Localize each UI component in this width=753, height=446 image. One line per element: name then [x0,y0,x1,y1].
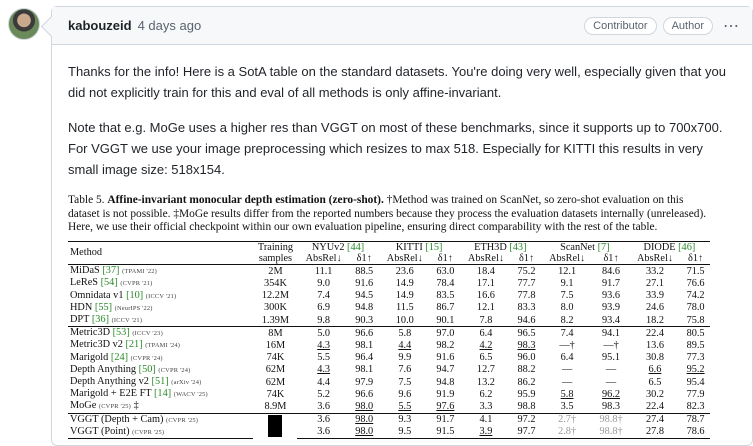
value-cell: 9.5 [379,426,431,439]
value-cell: 96.2 [602,388,621,400]
caption-title: Affine-invariant monocular depth estimation (zero-shot). [107,194,384,206]
method-venue: (arXiv '24) [171,379,202,387]
value-cell: 63.0 [436,265,455,277]
samples-cell: 8.9M [264,400,287,412]
value-cell: 77.3 [686,352,705,364]
value-cell: 6.6 [648,364,662,376]
value-cell: 5.5 [317,352,331,364]
value-cell: 86.2 [517,376,536,388]
value-cell: 13.2 [476,376,495,388]
value-cell: 13.6 [645,339,664,351]
samples-cell: 2M [268,265,283,277]
method-ref: [37] [102,265,120,277]
value-cell: 93.4 [602,314,621,326]
value-cell: 3.9 [460,426,512,439]
value-cell: 6.9 [317,302,331,314]
value-cell: 91.6 [355,277,374,289]
value-cell: 94.6 [517,314,536,326]
method-venue: (CVPR '24) [158,366,191,374]
dataset-name: ETH3D [474,241,507,253]
comment-header [52,7,752,45]
method-venue: (WACV '25) [173,391,208,399]
value-cell: 10.0 [395,314,414,326]
table-row [68,388,710,400]
method-venue: (CVPR '25) [166,416,199,424]
method-cell [68,376,253,388]
value-cell: 27.1 [645,277,664,289]
value-cell: 3.5 [560,400,574,412]
method-venue: (ICCV '23) [132,330,163,338]
value-cell: 91.9 [436,388,455,400]
metric-header: AbsRel↓ [629,253,681,265]
value-cell: 88.2 [517,364,536,376]
samples-cell: 354K [264,277,287,289]
value-cell: 5.2 [317,388,331,400]
value-cell: 98.1 [355,339,374,351]
value-cell: 91.5 [431,426,460,439]
value-cell: 95.1 [602,352,621,364]
comment-timestamp[interactable]: 4 days ago [137,18,202,33]
value-cell: 77.9 [686,388,705,400]
table-row [68,314,710,327]
author-link[interactable]: kabouzeid [68,18,132,33]
header-dataset [629,241,710,253]
method-venue: (CVPR '24) [130,354,163,362]
value-cell: — [561,364,573,376]
table-row [68,327,710,340]
table-row [68,277,710,289]
table-row [68,352,710,364]
value-cell: 98.8 [517,400,536,412]
value-cell: 77.8 [517,290,536,302]
value-cell: 18.2 [645,314,664,326]
value-cell: 4.3 [317,339,331,351]
comment-body [52,45,752,439]
method-ref: [53] [112,327,130,339]
value-cell: 9.0 [317,277,331,289]
value-cell: 22.4 [629,327,681,340]
value-cell: 97.2 [512,413,541,426]
value-cell: 91.7 [431,413,460,426]
value-cell: 96.6 [355,388,374,400]
value-cell: 14.9 [395,290,414,302]
value-cell: 91.6 [436,352,455,364]
value-cell: 98.2 [436,339,455,351]
value-cell: 84.6 [602,265,621,277]
value-cell: 2.8† [541,426,593,439]
value-cell: 77.7 [517,277,536,289]
value-cell: 94.7 [436,364,455,376]
value-cell: 11.5 [395,302,414,314]
value-cell: 18.4 [476,265,495,277]
table-image [68,194,710,439]
header-dataset [541,241,629,253]
value-cell: 78.6 [681,426,710,439]
value-cell: 7.4 [541,327,593,340]
value-cell: 6.4 [560,352,574,364]
redacted-box [268,415,282,437]
method-ref: [50] [138,363,156,375]
samples-cell: 62M [265,364,286,376]
value-cell: 11.1 [314,265,333,277]
value-cell: 94.8 [355,302,374,314]
value-cell: — [561,376,573,388]
samples-cell: 16M [265,339,286,351]
value-cell: 4.3 [317,364,331,376]
value-cell: 5.0 [297,327,349,340]
samples-cell: 74K [266,388,285,400]
value-cell: 7.5 [560,290,574,302]
table-row [68,339,710,351]
samples-cell: 74K [266,352,285,364]
header-samples: Training samples [253,241,297,264]
value-cell: 93.6 [602,290,621,302]
method-venue: (ICCV '21) [111,317,143,324]
method-ref: [36] [91,314,110,325]
dataset-ref: [46] [678,241,696,253]
samples-cell: 12.2M [261,290,290,302]
value-cell: 9.8 [317,314,331,326]
value-cell: 30.2 [645,388,664,400]
value-cell: 75.8 [686,314,705,326]
value-cell: 3.3 [479,400,493,412]
dataset-name: DIODE [643,241,676,253]
value-cell: —† [559,339,575,351]
value-cell: 95.4 [686,376,705,388]
value-cell: 83.3 [517,302,536,314]
caption-text: †Method was trained on ScanNet, so zero-shot evaluation on this dataset is not possible. ‡MoGe results differ from the reported numbers because they process the evaluation datasets internally (unreleased). Here, we use their official checkpoint within our own evaluation pipeline, ensuring direct comparability with the rest of the table. [68,194,707,234]
value-cell: 23.6 [395,265,414,277]
table-row [68,400,710,413]
header-dataset [297,241,378,253]
dataset-ref: [43] [509,241,527,253]
value-cell: 94.1 [593,327,629,340]
metric-header: δ1↑ [350,253,379,265]
more-options-icon[interactable]: ⋯ [723,17,740,35]
value-cell: 94.8 [436,376,455,388]
method-name: Depth Anything v2 [70,376,149,388]
method-name: LeReS [70,277,99,289]
value-cell: 17.1 [476,277,495,289]
value-cell: 5.5 [398,400,412,412]
method-cell [68,302,253,314]
table-header-row-1 [68,241,710,253]
table-row [68,376,710,388]
header-dataset [379,241,460,253]
value-cell: 86.7 [436,302,455,314]
value-cell: 16.6 [476,290,495,302]
value-cell: —† [603,339,619,351]
method-mark: ‡ [133,400,139,412]
method-ref: [21] [125,339,143,351]
results-table [68,241,710,439]
value-cell: 78.0 [686,302,705,314]
value-cell: 96.4 [355,352,374,364]
method-ref: [55] [94,301,113,313]
table-body [68,265,710,439]
metric-header: δ1↑ [681,253,710,265]
method-cell [68,265,253,278]
value-cell: 12.1 [476,302,495,314]
value-cell: 9.3 [379,413,431,426]
value-cell: 33.9 [645,290,664,302]
method-cell [68,426,253,439]
samples-cell: 1.39M [261,314,290,326]
dataset-name: ScanNet [560,241,595,253]
method-cell [68,314,253,327]
method-ref: [10] [126,289,144,301]
value-cell: 3.6 [297,426,349,439]
method-name: VGGT (Depth + Cam) [70,413,164,425]
value-cell: 9.1 [560,277,574,289]
avatar[interactable] [8,8,40,40]
method-cell [68,327,253,340]
samples-cell: 62M [265,376,286,388]
method-name: Omnidata v1 [70,289,124,301]
value-cell: 83.5 [436,290,455,302]
metric-header: AbsRel↓ [460,253,512,265]
method-cell [68,339,253,351]
value-cell: 7.8 [479,314,493,326]
method-cell [68,400,253,413]
samples-cell [253,413,297,438]
comment-paragraph-2: Note that e.g. MoGe uses a higher res than VGGT on most of these benchmarks, since it supports up to 700x700. For VGGT we use your image preprocessing which resizes to max 518. Especially for KITTI this results in very small image size: 518x154. [68,120,723,177]
value-cell: 4.4 [317,376,331,388]
value-cell: 98.8† [593,413,629,426]
table-row [68,290,710,302]
value-cell: 14.9 [395,277,414,289]
table-caption [68,194,710,235]
value-cell: 98.0 [350,413,379,426]
value-cell: 98.1 [355,364,374,376]
value-cell: 12.1 [558,265,577,277]
value-cell: 6.5 [648,376,662,388]
method-cell [68,364,253,376]
value-cell: 6.4 [460,327,512,340]
table-row [68,302,710,314]
method-ref: [51] [151,376,169,388]
value-cell: 7.6 [398,364,412,376]
value-cell: 22.4 [645,400,664,412]
method-name: Metric3D [70,327,111,339]
method-cell [68,290,253,302]
value-cell: 7.5 [398,376,412,388]
value-cell: 90.1 [436,314,455,326]
value-cell: 94.5 [355,290,374,302]
method-name: HDN [70,301,93,313]
method-name: Marigold [70,351,109,363]
value-cell: 97.7 [512,426,541,439]
value-cell: 96.5 [512,327,541,340]
method-venue: (CVPR '25) [98,403,131,411]
method-venue: (CVPR '25) [132,428,165,436]
value-cell: 90.3 [355,314,374,326]
dataset-name: NYUv2 [311,241,345,253]
value-cell: 27.4 [629,413,681,426]
value-cell: 30.8 [645,352,664,364]
method-cell [68,277,253,289]
value-cell: 78.4 [436,277,455,289]
method-ref: [24] [110,351,129,363]
value-cell: 78.7 [681,413,710,426]
value-cell: 33.2 [645,265,664,277]
method-venue: (TPAMI '24) [145,342,181,350]
value-cell: 98.8† [593,426,629,439]
dataset-ref: [7] [597,241,610,253]
method-cell [68,388,253,400]
metric-header: δ1↑ [431,253,460,265]
value-cell: 3.6 [317,400,331,412]
value-cell: 24.6 [645,302,664,314]
value-cell: 98.3 [602,400,621,412]
value-cell: 97.0 [431,327,460,340]
metric-header: δ1↑ [593,253,629,265]
method-name: Metric3D v2 [70,339,123,351]
dataset-name: KITTI [395,241,423,253]
header-dataset [460,241,541,253]
comment-paragraph-1: Thanks for the info! Here is a SotA table on the standard datasets. You're doing very well, especially given that you did not explicitly train for this and eval of all methods is only affine-invariant. [68,64,726,100]
dataset-ref: [15] [425,241,443,253]
method-name: Depth Anything [70,363,137,375]
method-name: VGGT (Point) [70,425,130,437]
table-row [68,413,710,426]
value-cell: 3.6 [297,413,349,426]
value-cell: 12.7 [476,364,495,376]
value-cell: 9.9 [398,352,412,364]
method-venue: (TPAMI '22) [122,268,157,276]
method-name: MoGe [70,400,97,412]
value-cell: 96.0 [517,352,536,364]
value-cell: 89.5 [686,339,705,351]
metric-header: AbsRel↓ [297,253,349,265]
value-cell: 7.4 [317,290,331,302]
samples-cell: 8M [253,327,297,340]
method-venue: (CVPR '21) [120,280,153,288]
method-name: Marigold + E2E FT [70,388,152,400]
metric-header: δ1↑ [512,253,541,265]
value-cell: 98.0 [350,426,379,439]
value-cell: 71.5 [686,265,705,277]
value-cell: 5.8 [379,327,431,340]
value-cell: 74.2 [686,290,705,302]
value-cell: 6.2 [479,388,493,400]
value-cell: 8.0 [560,302,574,314]
value-cell: 5.8 [560,388,574,400]
value-cell: 6.5 [479,352,493,364]
value-cell: 76.6 [686,277,705,289]
method-cell [68,352,253,364]
method-name: DPT [70,314,90,325]
table-row [68,265,710,278]
samples-cell: 300K [264,302,287,314]
value-cell: 98.3 [517,339,536,351]
value-cell: — [605,364,617,376]
value-cell: 96.6 [350,327,379,340]
value-cell: 88.5 [355,265,374,277]
value-cell: 93.9 [602,302,621,314]
value-cell: 4.1 [460,413,512,426]
value-cell: 9.6 [398,388,412,400]
author-badge: Author [663,17,713,35]
contributor-badge: Contributor [584,17,656,35]
header-method: Method [68,241,253,264]
dataset-ref: [44] [347,241,365,253]
value-cell: 75.2 [517,265,536,277]
value-cell: 95.2 [686,364,705,376]
value-cell: 8.2 [560,314,574,326]
value-cell: 95.9 [517,388,536,400]
caption-label: Table 5. [68,194,105,206]
method-ref: [54] [100,277,118,289]
method-venue: (ICCV '21) [145,292,177,300]
value-cell: 82.3 [686,400,705,412]
value-cell: 97.6 [436,400,455,412]
value-cell: 4.2 [479,339,493,351]
table-row [68,426,710,439]
value-cell: 98.0 [355,400,374,412]
method-name: MiDaS [70,265,100,277]
metric-header: AbsRel↓ [541,253,593,265]
value-cell: 91.7 [602,277,621,289]
comment-card [51,6,753,446]
value-cell: — [605,376,617,388]
method-venue: (NeurIPS '22) [114,304,153,312]
method-cell [68,413,253,426]
value-cell: 2.7† [541,413,593,426]
value-cell: 80.5 [681,327,710,340]
value-cell: 27.8 [629,426,681,439]
table-row [68,364,710,376]
method-ref: [14] [154,388,172,400]
value-cell: 97.9 [355,376,374,388]
metric-header: AbsRel↓ [379,253,431,265]
value-cell: 4.4 [398,339,412,351]
